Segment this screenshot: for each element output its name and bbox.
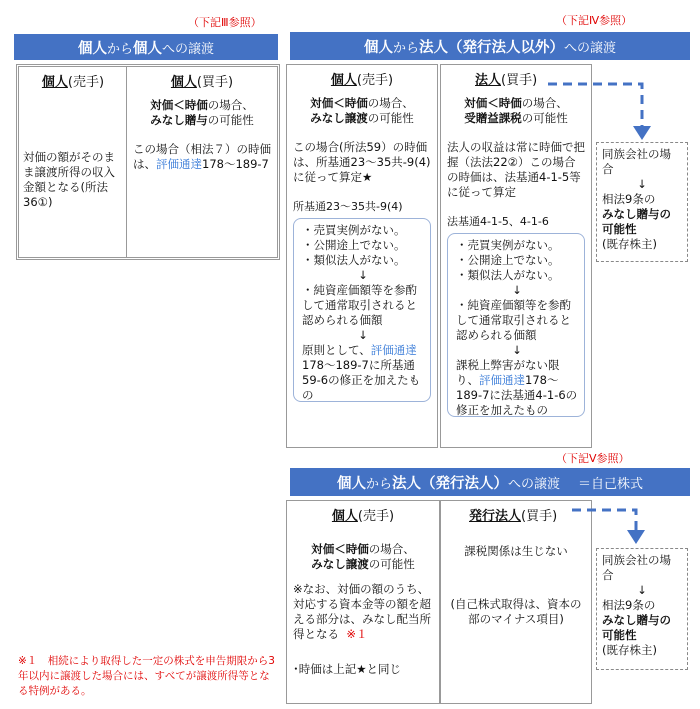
footnote: ※１ 相続により取得した一定の株式を申告期限から3年以内に譲渡した場合には、すべてが譲渡所得等となる特例がある。 [18,655,275,697]
buyer3-header: 発行法人(買手) [469,509,558,524]
seller2-condition: 対価＜時価の場合、 みなし譲渡の可能性 [310,96,414,125]
seller2-para: この場合(所法59）の時価は、所基通23〜35共-9(4)に従って算定★ [293,140,431,184]
side-note-family-company-2: 同族会社の場合 ↓ 相法9条の みなし贈与の可能性 (既存株主) [596,548,688,670]
seller3-header: 個人(売手) [331,509,395,524]
buyer3-text-2: (自己株式取得は、資本の部のマイナス項目) [450,597,582,626]
buyer-para: この場合（相法７）の時価は、評価通達178〜189-7 [133,142,271,171]
buyer-header: 個人(買手) [170,75,234,90]
seller-text: 対価の額がそのまま譲渡所得の収入金額となる(所法36①) [23,150,115,209]
seller3-time: ･時価は上記★と同じ [293,662,402,676]
valuation-link-3[interactable]: 評価通達 [479,373,525,387]
banner-text-b: から [106,41,133,57]
banner-text-d: への譲渡 [162,41,215,57]
ref-note-iii: （下記Ⅲ参照） [188,16,262,29]
arrow-connector-2 [572,510,636,532]
arrow-connector-1 [548,84,642,128]
buyer2-condition: 対価＜時価の場合、 受贈益課税の可能性 [464,96,568,125]
valuation-link[interactable]: 評価通達 [156,157,202,171]
seller-header: 個人(売手) [41,75,105,90]
arrow-head-2 [627,530,645,544]
valuation-link-2[interactable]: 評価通達 [370,343,417,357]
banner-individual-to-corp: 個人 から 法人（発行法人以外） への譲渡 [290,32,690,60]
ref-note-v: （下記Ⅴ参照） [556,452,630,465]
banner-individual-to-issuer: 個人 から 法人（発行法人） への譲渡 ＝自己株式 [290,468,690,496]
seller3-note: ※なお、対価の額のうち、対応する資本金等の額を超える部分は、みなし配当所得となる ※１ [293,582,431,641]
banner-text-a: 個人 [77,40,107,57]
seller2-criteria: ・売買実例がない。 ・公開途上でない。 ・類似法人がない。 ↓ ・純資産価額等を参酌して通常取引されると認められる価額 ↓ 原則として、評価通達178〜189-7に所基通59-6の修正を加えたもの [293,218,431,402]
buyer3-text-1: 課税関係は生じない [464,544,568,558]
ref-note-iv: （下記Ⅳ参照） [556,14,633,27]
banner-text-c: 個人 [133,40,162,57]
buyer2-header: 法人(買手) [475,73,538,88]
buyer-condition: 対価＜時価の場合、 みなし贈与の可能性 [150,98,254,127]
buyer2-para: 法人の収益は常に時価で把握（法法22②）この場合の時価は、法基通4-1-5等に従って算定 [447,140,585,199]
seller2-header: 個人(売手) [330,73,394,88]
seller3-condition: 対価＜時価の場合、 みなし譲渡の可能性 [311,542,415,571]
arrow-head-1 [633,126,651,140]
seller2-ref: 所基通23〜35共-9(4) [293,200,403,213]
buyer2-ref: 法基通4-1-5、4-1-6 [447,215,549,228]
buyer2-criteria: ・売買実例がない。 ・公開途上でない。 ・類似法人がない。 ↓ ・純資産価額等を参酌して通常取引されると認められる価額 ↓ 課税上弊害がない限り、評価通達178〜189-7に法基通4-1-6の修正を加えたもの [447,233,585,417]
side-note-family-company: 同族会社の場合 ↓ 相法9条の みなし贈与の可能性 (既存株主) [596,142,688,262]
